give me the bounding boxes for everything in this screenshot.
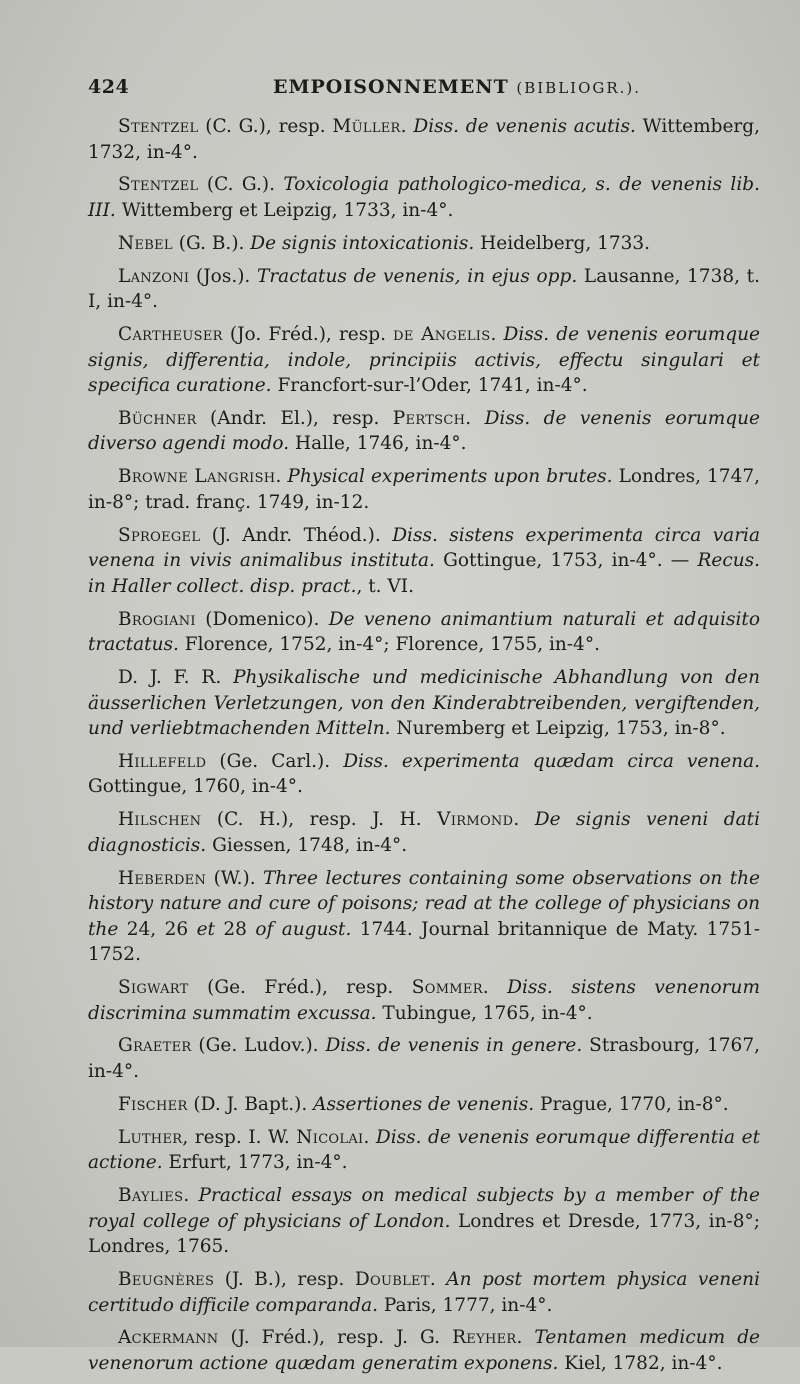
work-title: Diss. de venenis eorumque diverso agendi modo.	[88, 407, 761, 455]
entry-text: .	[490, 324, 504, 346]
author-name: Doublet	[354, 1269, 430, 1291]
work-title: Diss. de venenis eorumque differentia et actione.	[88, 1126, 761, 1174]
work-title: De signis intoxicationis.	[250, 232, 475, 254]
bibliography-entry	[88, 1092, 760, 1118]
entry-text: Lausanne, 1738, t. I, in-4°.	[88, 265, 760, 313]
entry-text: 1744. Journal britannique de Maty. 1751-1752.	[88, 918, 760, 966]
author-name: Brogiani	[118, 608, 196, 630]
entry-text: (W.).	[206, 867, 264, 889]
bibliography-entry	[88, 1183, 760, 1260]
bibliography-entry	[88, 464, 760, 515]
author-name: Büchner	[118, 407, 197, 429]
bibliography-entry	[88, 114, 760, 165]
entry-text: Londres et Dresde, 1773, in-8°; Londres, 1765.	[88, 1210, 760, 1258]
entry-text: Nuremberg et Leipzig, 1753, in-8°.	[390, 718, 726, 740]
bibliography-entry	[88, 866, 760, 968]
entry-text: Wittemberg, 1732, in-4°.	[88, 116, 760, 163]
entry-text: , t. VI.	[356, 575, 414, 597]
page-number: 424	[88, 76, 130, 98]
entry-text: (C. G.).	[198, 174, 284, 196]
entry-text: (Domenico).	[195, 608, 329, 630]
work-title: Tractatus de venenis, in ejus opp.	[257, 265, 578, 287]
entry-text: .	[516, 1327, 535, 1349]
entry-text: Londres, 1747, in-8°; trad. franç. 1749, in-12.	[88, 466, 761, 513]
entry-text: Kiel, 1782, in-4°.	[558, 1352, 723, 1374]
entry-text: (C. H.), resp. J. H.	[201, 809, 438, 831]
bibliography-entry	[88, 322, 760, 399]
entry-text: Gottingue, 1760, in-4°.	[88, 776, 303, 798]
bibliography-entry	[88, 523, 760, 600]
entry-text: .	[400, 116, 414, 137]
entry-text: .	[465, 407, 485, 429]
author-name: Beugnères	[118, 1269, 215, 1291]
author-name: Luther	[118, 1126, 183, 1148]
work-title: et	[196, 918, 215, 940]
entry-text: (C. G.), resp.	[198, 116, 333, 137]
author-name: Müller	[332, 116, 401, 137]
author-name: Fischer	[118, 1093, 188, 1115]
author-name: Nebel	[118, 232, 173, 254]
entry-text: (G. B.).	[172, 232, 251, 254]
bibliography-entry	[88, 264, 760, 315]
author-name: Stentzel	[118, 174, 199, 196]
running-title-sub: (BIBLIOGR.).	[516, 79, 642, 97]
entry-text: (J. B.), resp.	[214, 1269, 355, 1291]
work-title: Practical essays on medical subjects by a member of the royal college of physicians of London.	[88, 1185, 760, 1232]
entry-text: .	[482, 977, 508, 999]
entry-text: (Andr. El.), resp.	[196, 407, 393, 429]
author-name: Sigwart	[118, 977, 189, 999]
entry-text: Paris, 1777, in-4°.	[377, 1294, 553, 1316]
work-title: Assertiones de venenis.	[313, 1093, 535, 1115]
entry-text: (Jos.).	[189, 265, 257, 287]
entry-text: Giessen, 1748, in-4°.	[206, 834, 408, 856]
entry-text: 28	[214, 918, 256, 940]
entry-text: (D. J. Bapt.).	[187, 1093, 314, 1115]
bibliography-entry	[88, 1125, 760, 1176]
entry-text: Tubingue, 1765, in-4°.	[376, 1002, 593, 1024]
author-name: Baylies	[118, 1185, 184, 1207]
running-title-main: EMPOISONNEMENT	[273, 76, 509, 98]
entry-text: (J. Fréd.), resp. J. G.	[218, 1327, 453, 1349]
author-name: Reyher	[452, 1327, 517, 1349]
author-name: Sproegel	[118, 524, 201, 546]
entry-text: Strasbourg, 1767, in-4°.	[88, 1035, 760, 1082]
entry-text: .	[183, 1185, 199, 1207]
author-name: Pertsch	[392, 407, 466, 429]
entry-text: (J. Andr. Théod.).	[200, 524, 393, 546]
author-name: Hilschen	[118, 809, 202, 831]
bibliography-entry	[88, 749, 760, 800]
entry-text: .	[429, 1269, 447, 1291]
bibliography-entry	[88, 1325, 760, 1376]
work-title: Three lectures containing some observations on the history nature and cure of poisons; read at the college of physicians on the	[88, 867, 760, 940]
entry-text: Heidelberg, 1733.	[474, 232, 651, 254]
author-name: Virmond	[437, 809, 514, 831]
work-title: De signis veneni dati diagnosticis.	[88, 809, 761, 856]
work-title: Diss. de venenis acutis.	[413, 116, 636, 137]
author-name: Sommer	[411, 977, 483, 999]
entry-text: Prague, 1770, in-8°.	[534, 1093, 729, 1115]
work-title: Tentamen medicum de venenorum actione quædam generatim exponens.	[88, 1327, 760, 1374]
work-title: Diss. sistens venenorum discrimina summatim excussa.	[88, 977, 760, 1024]
bibliography-entry	[88, 1033, 760, 1084]
author-name: Lanzoni	[118, 265, 190, 287]
entry-text: .	[275, 466, 288, 488]
author-name: Hillefeld	[118, 750, 207, 772]
work-title: of august.	[255, 918, 352, 940]
bibliography-entry	[88, 665, 760, 742]
work-title: Physikalische und medicinische Abhandlung von den äusserlichen Verletzungen, von den Kinderabtreibenden, vergiftenden, und verliebtmachenden Mitteln.	[88, 667, 760, 740]
bibliography-entry	[88, 172, 760, 223]
author-name: Nicolai	[296, 1126, 364, 1148]
author-name: Heberden	[118, 867, 207, 889]
work-title: An post mortem physica veneni certitudo difficile comparanda.	[88, 1269, 761, 1316]
work-title: Toxicologia pathologico-medica, s. de venenis lib. III.	[88, 174, 760, 221]
entry-text: Francfort-sur-l’Oder, 1741, in-4°.	[271, 375, 588, 397]
running-title	[273, 76, 641, 98]
entry-text: Halle, 1746, in-4°.	[289, 433, 467, 455]
entry-text: Erfurt, 1773, in-4°.	[162, 1152, 348, 1174]
entry-text: , resp. I. W.	[182, 1126, 297, 1148]
entry-text: (Ge. Carl.).	[206, 750, 344, 772]
work-title: Diss. de venenis eorumque signis, differentia, indole, principiis activis, effectu singulari et specifica curatione.	[88, 324, 761, 397]
entry-text: (Ge. Ludov.).	[191, 1035, 326, 1057]
work-title: Diss. de venenis in genere.	[325, 1035, 583, 1057]
author-name: Cartheuser	[118, 324, 223, 346]
bibliography-entry	[88, 231, 760, 257]
entry-text: .	[513, 809, 535, 831]
work-title: De veneno animantium naturali et adquisito tractatus.	[88, 608, 760, 656]
bibliography-entry	[88, 807, 760, 858]
bibliography-entry	[88, 975, 760, 1026]
entry-text: Wittemberg et Leipzig, 1733, in-4°.	[115, 199, 454, 221]
bibliography-entry	[88, 607, 760, 658]
entry-text: 24, 26	[118, 918, 197, 940]
author-name: Stentzel	[118, 116, 199, 137]
author-name: Ackermann	[118, 1327, 219, 1349]
author-name: de Angelis	[393, 324, 491, 346]
entry-text: (Ge. Fréd.), resp.	[188, 977, 412, 999]
entry-text: .	[363, 1126, 376, 1148]
entry-text: Gottingue, 1753, in-4°. —	[434, 550, 698, 572]
author-name: Graeter	[118, 1035, 192, 1057]
bibliography-entry	[88, 406, 760, 457]
work-title: Diss. sistens experimenta circa varia venena in vivis animalibus instituta.	[88, 524, 761, 572]
entry-text: (Jo. Fréd.), resp.	[222, 324, 394, 346]
work-title: Diss. experimenta quædam circa venena.	[343, 750, 760, 772]
work-title: Recus. in Haller collect. disp. pract.	[88, 550, 760, 597]
author-name: Browne Langrish	[118, 466, 276, 488]
bibliography-entry	[88, 1267, 760, 1318]
entry-text: Florence, 1752, in-4°; Florence, 1755, in-4°.	[178, 634, 600, 656]
work-title: Physical experiments upon brutes.	[287, 466, 613, 488]
entry-text: D. J. F. R.	[118, 667, 234, 689]
running-header	[88, 76, 778, 112]
bibliography-list	[88, 114, 760, 1384]
